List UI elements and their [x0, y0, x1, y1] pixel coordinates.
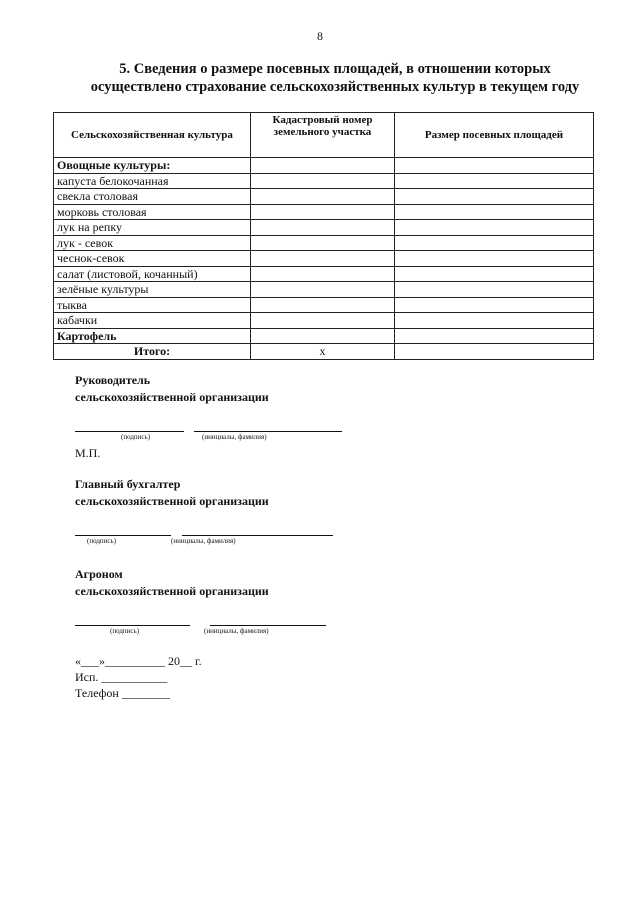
crop-name-cell: лук - севок — [54, 235, 251, 251]
accountant-title — [75, 476, 269, 510]
area-cell[interactable] — [395, 282, 594, 298]
cadastral-cell[interactable] — [251, 173, 395, 189]
table-total-row — [54, 344, 594, 360]
crop-name-cell: Картофель — [54, 328, 251, 344]
table-row — [54, 173, 594, 189]
phone-field[interactable]: Телефон ________ — [75, 686, 170, 700]
cadastral-cell[interactable] — [251, 282, 395, 298]
table-row — [54, 189, 594, 205]
page-number: 8 — [317, 29, 323, 43]
cadastral-cell[interactable] — [251, 235, 395, 251]
crop-name-cell: зелёные культуры — [54, 282, 251, 298]
head-sign-caption: (подпись) — [121, 433, 151, 441]
total-label: Итого: — [54, 344, 251, 360]
table-row — [54, 204, 594, 220]
cadastral-cell[interactable] — [251, 328, 395, 344]
head-title-line1: Руководитель — [75, 373, 151, 387]
area-cell[interactable] — [395, 158, 594, 174]
table-row — [54, 251, 594, 267]
cadastral-cell[interactable] — [251, 204, 395, 220]
cadastral-cell[interactable] — [251, 251, 395, 267]
accountant-title-line1: Главный бухгалтер — [75, 477, 181, 491]
head-name-line[interactable] — [194, 431, 342, 432]
head-name-caption: (инициалы, фамилия) — [202, 433, 267, 441]
table-header-row — [54, 113, 594, 158]
area-cell[interactable] — [395, 173, 594, 189]
area-cell[interactable] — [395, 328, 594, 344]
agronomist-name-caption: (инициалы, фамилия) — [204, 627, 269, 635]
area-cell[interactable] — [395, 235, 594, 251]
cadastral-cell[interactable] — [251, 189, 395, 205]
area-cell[interactable] — [395, 251, 594, 267]
section-title-line1: 5. Сведения о размере посевных площадей, в отношении которых — [119, 61, 551, 77]
table-row — [54, 313, 594, 329]
crop-name-cell: капуста белокочанная — [54, 173, 251, 189]
crop-area-table — [53, 112, 594, 360]
cadastral-cell[interactable] — [251, 297, 395, 313]
accountant-name-line[interactable] — [182, 535, 333, 536]
agronomist-title — [75, 566, 269, 600]
header-cadastral: Кадастровый номер земельного участка — [251, 113, 395, 158]
executor-field[interactable]: Исп. ___________ — [75, 670, 168, 684]
accountant-title-line2: сельскохозяйственной организации — [75, 494, 269, 508]
crop-name-cell: салат (листовой, кочанный) — [54, 266, 251, 282]
total-cadastral: х — [251, 344, 395, 360]
agronomist-sign-caption: (подпись) — [110, 627, 140, 635]
agronomist-name-line[interactable] — [210, 625, 326, 626]
head-title-line2: сельскохозяйственной организации — [75, 390, 269, 404]
area-cell[interactable] — [395, 189, 594, 205]
area-cell[interactable] — [395, 266, 594, 282]
agronomist-sign-line[interactable] — [75, 625, 190, 626]
crop-name-cell: чеснок-севок — [54, 251, 251, 267]
section-title-line2: осуществлено страхование сельскохозяйственных культур в текущем году — [90, 79, 580, 95]
cadastral-cell[interactable] — [251, 266, 395, 282]
crop-name-cell: тыква — [54, 297, 251, 313]
header-area: Размер посевных площадей — [395, 113, 594, 158]
cadastral-cell[interactable] — [251, 220, 395, 236]
crop-name-cell: морковь столовая — [54, 204, 251, 220]
date-field[interactable]: «___»__________ 20__ г. — [75, 654, 202, 668]
stamp-label: М.П. — [75, 446, 101, 460]
crop-name-cell: свекла столовая — [54, 189, 251, 205]
area-cell[interactable] — [395, 297, 594, 313]
table-row — [54, 266, 594, 282]
crop-name-cell: Овощные культуры: — [54, 158, 251, 174]
accountant-sign-caption: (подпись) — [87, 537, 117, 545]
accountant-name-caption: (инициалы, фамилия) — [171, 537, 236, 545]
cadastral-cell[interactable] — [251, 313, 395, 329]
table-row — [54, 235, 594, 251]
total-area[interactable] — [395, 344, 594, 360]
table-row — [54, 297, 594, 313]
agronomist-title-line1: Агроном — [75, 567, 123, 581]
head-sign-line[interactable] — [75, 431, 184, 432]
section-title — [40, 60, 630, 96]
area-cell[interactable] — [395, 313, 594, 329]
crop-name-cell: кабачки — [54, 313, 251, 329]
table-row — [54, 220, 594, 236]
table-row — [54, 328, 594, 344]
area-cell[interactable] — [395, 204, 594, 220]
accountant-sign-line[interactable] — [75, 535, 171, 536]
cadastral-cell[interactable] — [251, 158, 395, 174]
head-title — [75, 372, 269, 406]
area-cell[interactable] — [395, 220, 594, 236]
crop-name-cell: лук на репку — [54, 220, 251, 236]
header-crop: Сельскохозяйственная культура — [54, 113, 251, 158]
table-row — [54, 282, 594, 298]
agronomist-title-line2: сельскохозяйственной организации — [75, 584, 269, 598]
table-row — [54, 158, 594, 174]
